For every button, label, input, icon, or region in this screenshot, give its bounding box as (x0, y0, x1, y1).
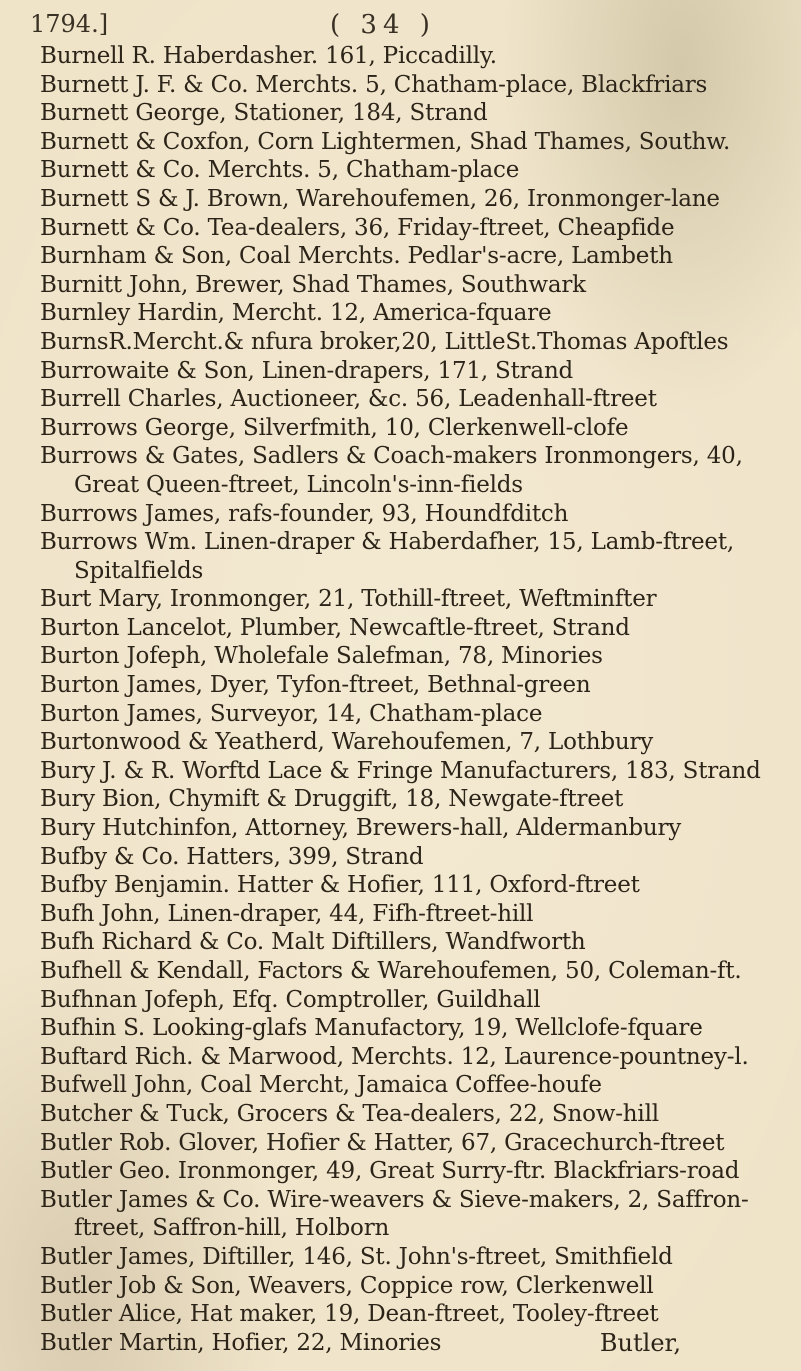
directory-entry: Butcher & Tuck, Grocers & Tea-dealers, 22, Snow-hill (40, 1100, 659, 1127)
directory-entry: Bufhell & Kendall, Factors & Warehoufemen, 50, Coleman-ft. (40, 958, 742, 984)
directory-entry: Burton Jofeph, Wholefale Salefman, 78, Minories (40, 643, 603, 670)
directory-entry: Burtonwood & Yeatherd, Warehoufemen, 7, Lothbury (40, 729, 654, 756)
directory-entry: Bufhnan Jofeph, Efq. Comptroller, Guildhall (40, 986, 541, 1013)
directory-entry: Burrows George, Silverfmith, 10, Clerkenwell-clofe (40, 414, 629, 441)
directory-entry: Burnett & Coxfon, Corn Lightermen, Shad Thames, Southw. (40, 128, 731, 155)
directory-entry: Burnham & Son, Coal Merchts. Pedlar's-acre, Lambeth (40, 243, 673, 270)
directory-entry: Burnett & Co. Merchts. 5, Chatham-place (40, 157, 520, 184)
directory-entry: Bufby Benjamin. Hatter & Hofier, 111, Oxford-ftreet (40, 872, 640, 899)
directory-entry: Butler Rob. Glover, Hofier & Hatter, 67, Gracechurch-ftreet (40, 1129, 725, 1156)
page-year: 1794.] (30, 10, 109, 38)
directory-entry: Burrows James, rafs-founder, 93, Houndfditch (40, 500, 569, 527)
directory-entry: Butler Job & Son, Weavers, Coppice row, Clerkenwell (40, 1272, 654, 1299)
directory-entry: Bury J. & R. Worftd Lace & Fringe Manufacturers, 183, Strand (40, 757, 761, 784)
directory-entry-continuation: Great Queen-ftreet, Lincoln's-inn-fields (74, 471, 523, 498)
directory-entry: Bury Hutchinfon, Attorney, Brewers-hall, Aldermanbury (40, 815, 682, 842)
directory-entry: Bufby & Co. Hatters, 399, Strand (40, 843, 424, 870)
directory-entry: Bufwell John, Coal Mercht, Jamaica Coffee-houfe (40, 1072, 602, 1099)
directory-entry: Buftard Rich. & Marwood, Merchts. 12, Laurence-pountney-l. (40, 1043, 749, 1070)
page-header (30, 8, 771, 44)
directory-entry-continuation: Spitalfields (74, 557, 204, 584)
directory-entry: Burnell R. Haberdasher. 161, Piccadilly. (40, 43, 497, 69)
directory-entry: Burrowaite & Son, Linen-drapers, 171, Strand (40, 357, 574, 384)
directory-entry: Burnett George, Stationer, 184, Strand (40, 100, 488, 127)
directory-entry: Burnett J. F. & Co. Merchts. 5, Chatham-place, Blackfriars (40, 71, 708, 98)
directory-entries (40, 42, 790, 1357)
directory-entry: Burrows & Gates, Sadlers & Coach-makers Ironmongers, 40, (40, 443, 743, 470)
catchword: Butler, (599, 1329, 681, 1357)
directory-entry: Burrows Wm. Linen-draper & Haberdafher, 15, Lamb-ftreet, (40, 529, 734, 556)
directory-entry: Bury Bion, Chymift & Druggift, 18, Newgate-ftreet (40, 786, 624, 813)
directory-entry: Burnitt John, Brewer, Shad Thames, Southwark (40, 271, 586, 298)
directory-entry: Burt Mary, Ironmonger, 21, Tothill-ftreet, Weftminfter (40, 586, 657, 613)
directory-entry: Butler Alice, Hat maker, 19, Dean-ftreet, Tooley-ftreet (40, 1301, 659, 1328)
directory-entry: Bufh Richard & Co. Malt Diftillers, Wandfworth (40, 929, 586, 956)
directory-entry: Butler James & Co. Wire-weavers & Sieve-makers, 2, Saffron- (40, 1186, 749, 1213)
directory-entry: Burton James, Dyer, Tyfon-ftreet, Bethnal-green (40, 672, 591, 699)
page-number: ( 34 ) (330, 10, 436, 40)
directory-entry: Burnley Hardin, Mercht. 12, America-fquare (40, 300, 552, 327)
directory-entry: Burton Lancelot, Plumber, Newcaftle-ftreet, Strand (40, 614, 630, 641)
directory-entry: BurnsR.Mercht.& nfura broker,20, LittleSt.Thomas Apoftles (40, 328, 729, 355)
directory-entry: Bufhin S. Looking-glafs Manufactory, 19, Wellclofe-fquare (40, 1015, 703, 1042)
directory-entry: Bufh John, Linen-draper, 44, Fifh-ftreet-hill (40, 900, 534, 927)
directory-entry-continuation: ftreet, Saffron-hill, Holborn (74, 1215, 390, 1242)
directory-entry: Burton James, Surveyor, 14, Chatham-place (40, 700, 543, 727)
directory-entry: Burrell Charles, Auctioneer, &c. 56, Leadenhall-ftreet (40, 386, 657, 413)
directory-entry: Burnett S & J. Brown, Warehoufemen, 26, Ironmonger-lane (40, 185, 720, 212)
directory-entry: Butler James, Diftiller, 146, St. John's-ftreet, Smithfield (40, 1243, 673, 1270)
directory-entry: Burnett & Co. Tea-dealers, 36, Friday-ftreet, Cheapfide (40, 214, 675, 241)
directory-entry: Butler Martin, Hofier, 22, Minories (40, 1329, 442, 1356)
directory-entry: Butler Geo. Ironmonger, 49, Great Surry-ftr. Blackfriars-road (40, 1158, 740, 1185)
